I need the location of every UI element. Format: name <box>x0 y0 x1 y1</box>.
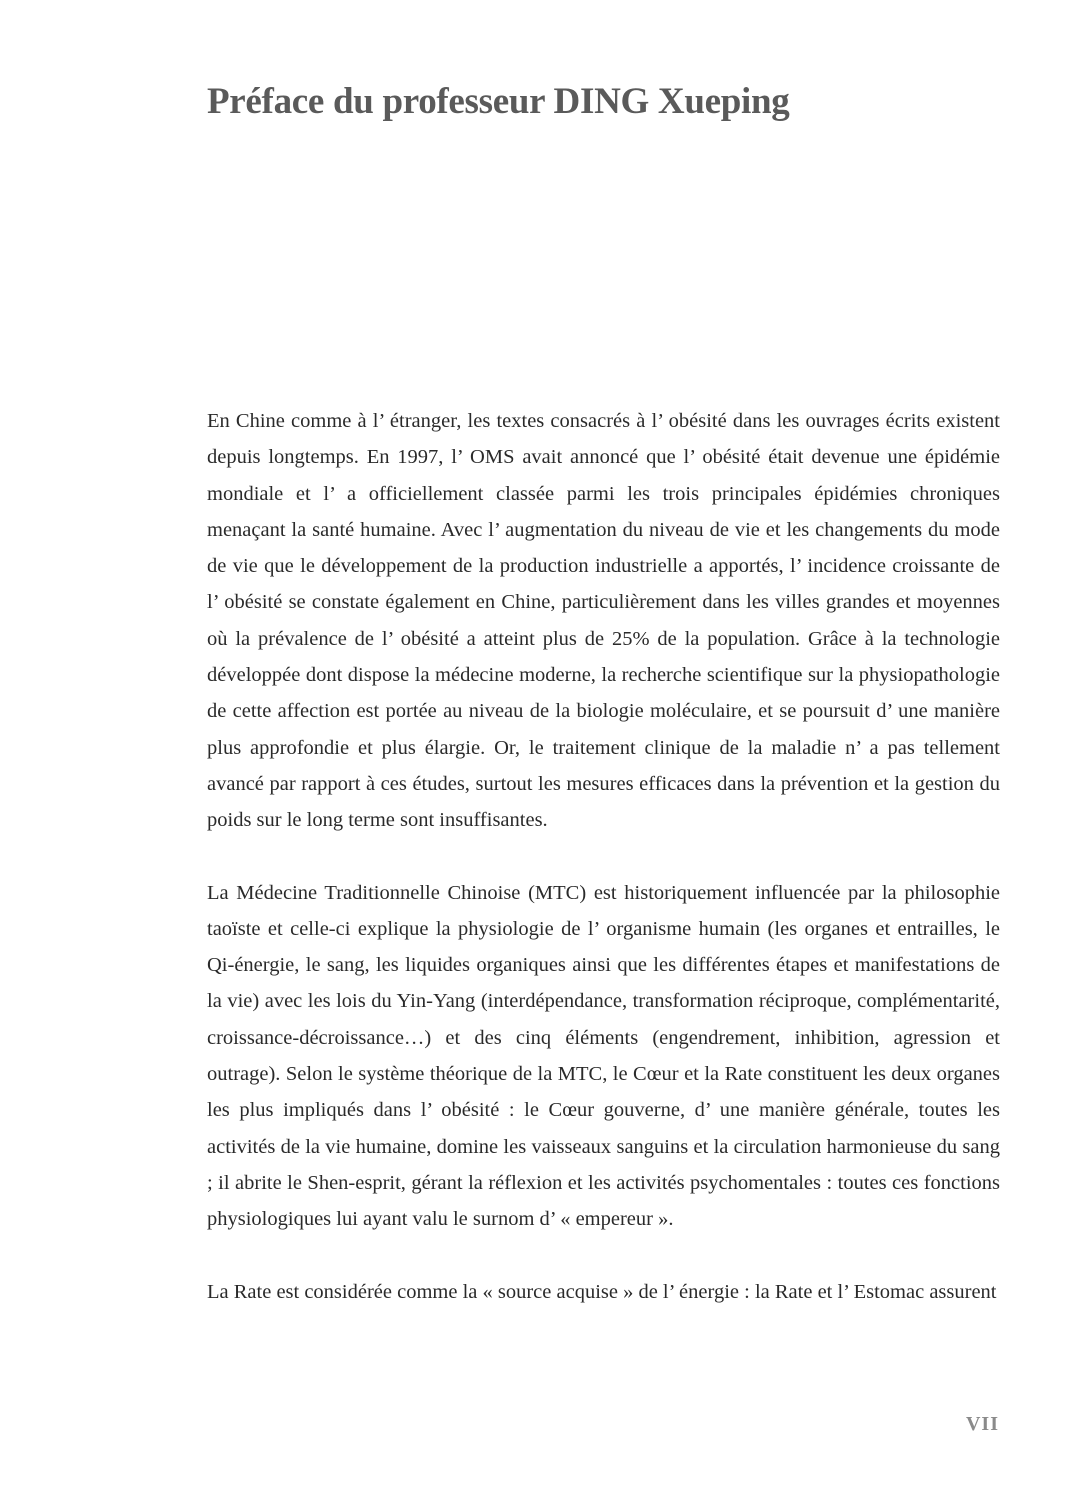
paragraph-3: La Rate est considérée comme la « source acquise » de l’ énergie : la Rate et l’ Estomac assurent <box>207 1280 997 1303</box>
page-number: VII <box>965 1413 999 1435</box>
page-title: Préface du professeur DING Xueping <box>207 81 790 122</box>
paragraph-2: La Médecine Traditionnelle Chinoise (MTC) est historiquement influencée par la philosophie taoïste et celle-ci explique la physiologie de l’ organisme humain (les organes et entrailles, le Qi-énergie, le sang, les liquides organiques ainsi que les différentes étapes et manifestations de la vie) avec les lois du Yin-Yang (interdépendance, transformation réciproque, complémentarité, croissance-décroissance…) et des cinq éléments (engendrement, inhibition, agression et outrage). Selon le système théorique de la MTC, le Cœur et la Rate constituent les deux organes les plus impliqués dans l’ obésité : le Cœur gouverne, d’ une manière générale, toutes les activités de la vie humaine, domine les vaisseaux sanguins et la circulation harmonieuse du sang ; il abrite le Shen-esprit, gérant la réflexion et les activités psychomentales : toutes ces fonctions physiologiques lui ayant valu le surnom d’ « empereur ». <box>207 881 1000 1231</box>
paragraph-1: En Chine comme à l’ étranger, les textes consacrés à l’ obésité dans les ouvrages écrits existent depuis longtemps. En 1997, l’ OMS avait annoncé que l’ obésité était devenue une épidémie mondiale et l’ a officiellement classée parmi les trois principales épidémies chroniques menaçant la santé humaine. Avec l’ augmentation du niveau de vie et les changements du mode de vie que le développement de la production industrielle a apportés, l’ incidence croissante de l’ obésité se constate également en Chine, particulièrement dans les villes grandes et moyennes où la prévalence de l’ obésité a atteint plus de 25% de la population. Grâce à la technologie développée dont dispose la médecine moderne, la recherche scientifique sur la physiopathologie de cette affection est portée au niveau de la biologie moléculaire, et se poursuit d’ une manière plus approfondie et plus élargie. Or, le traitement clinique de la maladie n’ a pas tellement avancé par rapport à ces études, surtout les mesures efficaces dans la prévention et la gestion du poids sur le long terme sont insuffisantes. <box>207 410 1000 832</box>
body-text <box>207 403 1000 1310</box>
